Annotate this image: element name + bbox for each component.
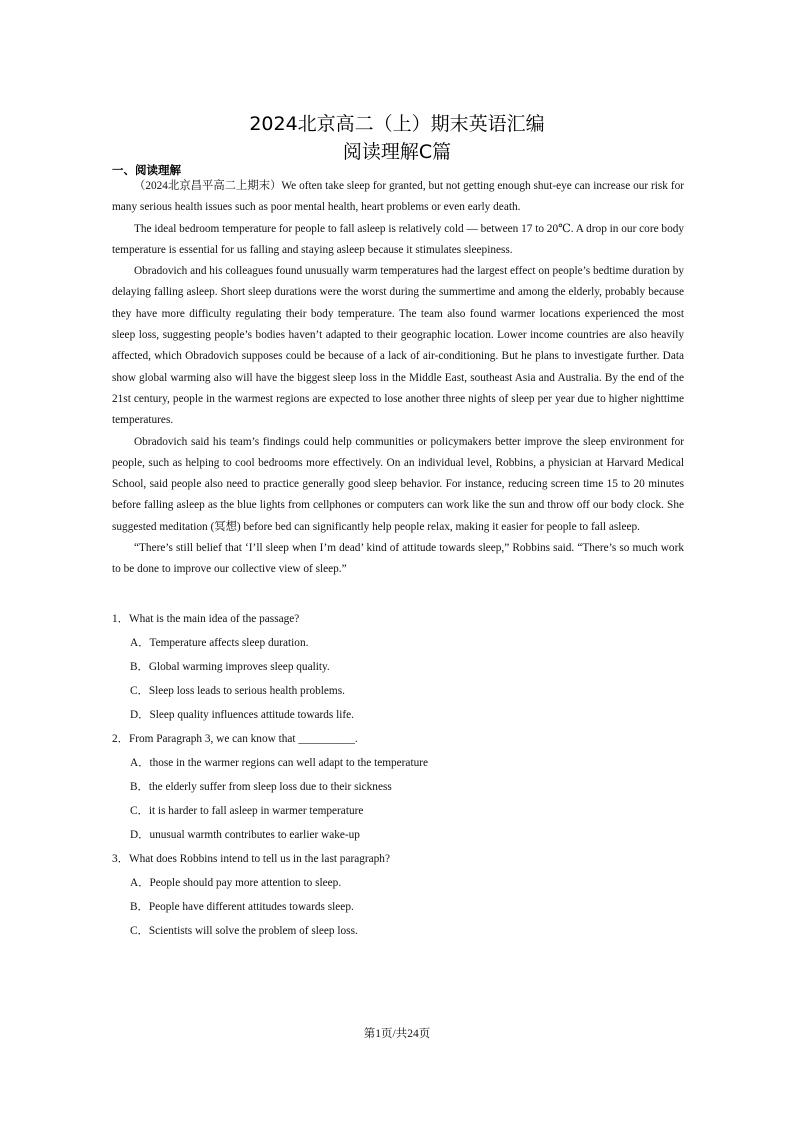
answer-option: D．Sleep quality influences attitude towards life. <box>130 709 354 721</box>
passage-paragraph: Obradovich and his colleagues found unusually warm temperatures had the largest effect on people’s bedtime duration by delaying falling asleep. Short sleep durations were the worst during the summertime and among the elderly, probably because they have more difficulty regulating their body temperature. The team also found warmer locations experienced the most sleep loss, suggesting people’s bodies haven’t adapted to their geographic location. Lower income countries are also heavily affected, which Obradovich supposes could be because of a lack of air-conditioning. But he plans to investigate further. Data show global warming also will have the biggest sleep loss in the Middle East, southeast Asia and Australia. By the end of the 21st century, people in the warmest regions are expected to lose another three nights of sleep per year due to higher nighttime temperatures. <box>112 265 684 427</box>
answer-option: B．People have different attitudes towards sleep. <box>130 901 354 913</box>
answer-option: A．People should pay more attention to sleep. <box>130 877 342 889</box>
answer-option: C．it is harder to fall asleep in warmer temperature <box>130 805 364 817</box>
passage <box>112 176 684 581</box>
question-stem: 3．What does Robbins intend to tell us in the last paragraph? <box>112 853 390 865</box>
answer-option: A．those in the warmer regions can well adapt to the temperature <box>130 757 429 769</box>
document-subtitle: 阅读理解C篇 <box>342 141 452 163</box>
passage-paragraph: Obradovich said his team’s findings could help communities or policymakers better improve the sleep environment for people, such as helping to cool bedrooms more effectively. On an individual level, Robbins, a physician at Harvard Medical School, said people also need to practice generally good sleep behavior. For instance, reducing screen time 15 to 20 minutes before falling asleep as the blue lights from cellphones or computers can work like the sun and throw off our body clock. She suggested meditation (冥想) before bed can significantly help people relax, making it easier for people to fall asleep. <box>112 435 684 533</box>
answer-option: A．Temperature affects sleep duration. <box>130 637 309 649</box>
answer-option: B．Global warming improves sleep quality. <box>130 661 330 673</box>
passage-paragraph: “There’s still belief that ‘I’ll sleep when I’m dead’ kind of attitude towards sleep,” Robbins said. “There’s so much work to be done to improve our collective view of sleep.” <box>112 542 684 576</box>
question-stem: 1．What is the main idea of the passage? <box>112 613 300 625</box>
passage-paragraph: The ideal bedroom temperature for people to fall asleep is relatively cold — between 17 to 20℃. A drop in our core body temperature is essential for us falling and staying asleep because it stimulates sleepiness. <box>112 222 685 256</box>
answer-option: C．Scientists will solve the problem of sleep loss. <box>130 925 358 937</box>
answer-option: C．Sleep loss leads to serious health problems. <box>130 685 345 697</box>
question-stem: 2．From Paragraph 3, we can know that __________. <box>112 733 358 745</box>
answer-option: D．unusual warmth contributes to earlier wake-up <box>130 829 360 841</box>
document-title: 2024北京高二（上）期末英语汇编 <box>249 113 545 135</box>
section-heading: 一、阅读理解 <box>112 163 181 177</box>
answer-option: B．the elderly suffer from sleep loss due to their sickness <box>130 781 392 793</box>
question-list <box>112 607 684 943</box>
passage-paragraph: （2024北京昌平高二上期末）We often take sleep for granted, but not getting enough shut-eye can increase our risk for many serious health issues such as poor mental health, heart problems or even early death. <box>112 180 684 214</box>
page-footer: 第1页/共24页 <box>363 1028 431 1040</box>
